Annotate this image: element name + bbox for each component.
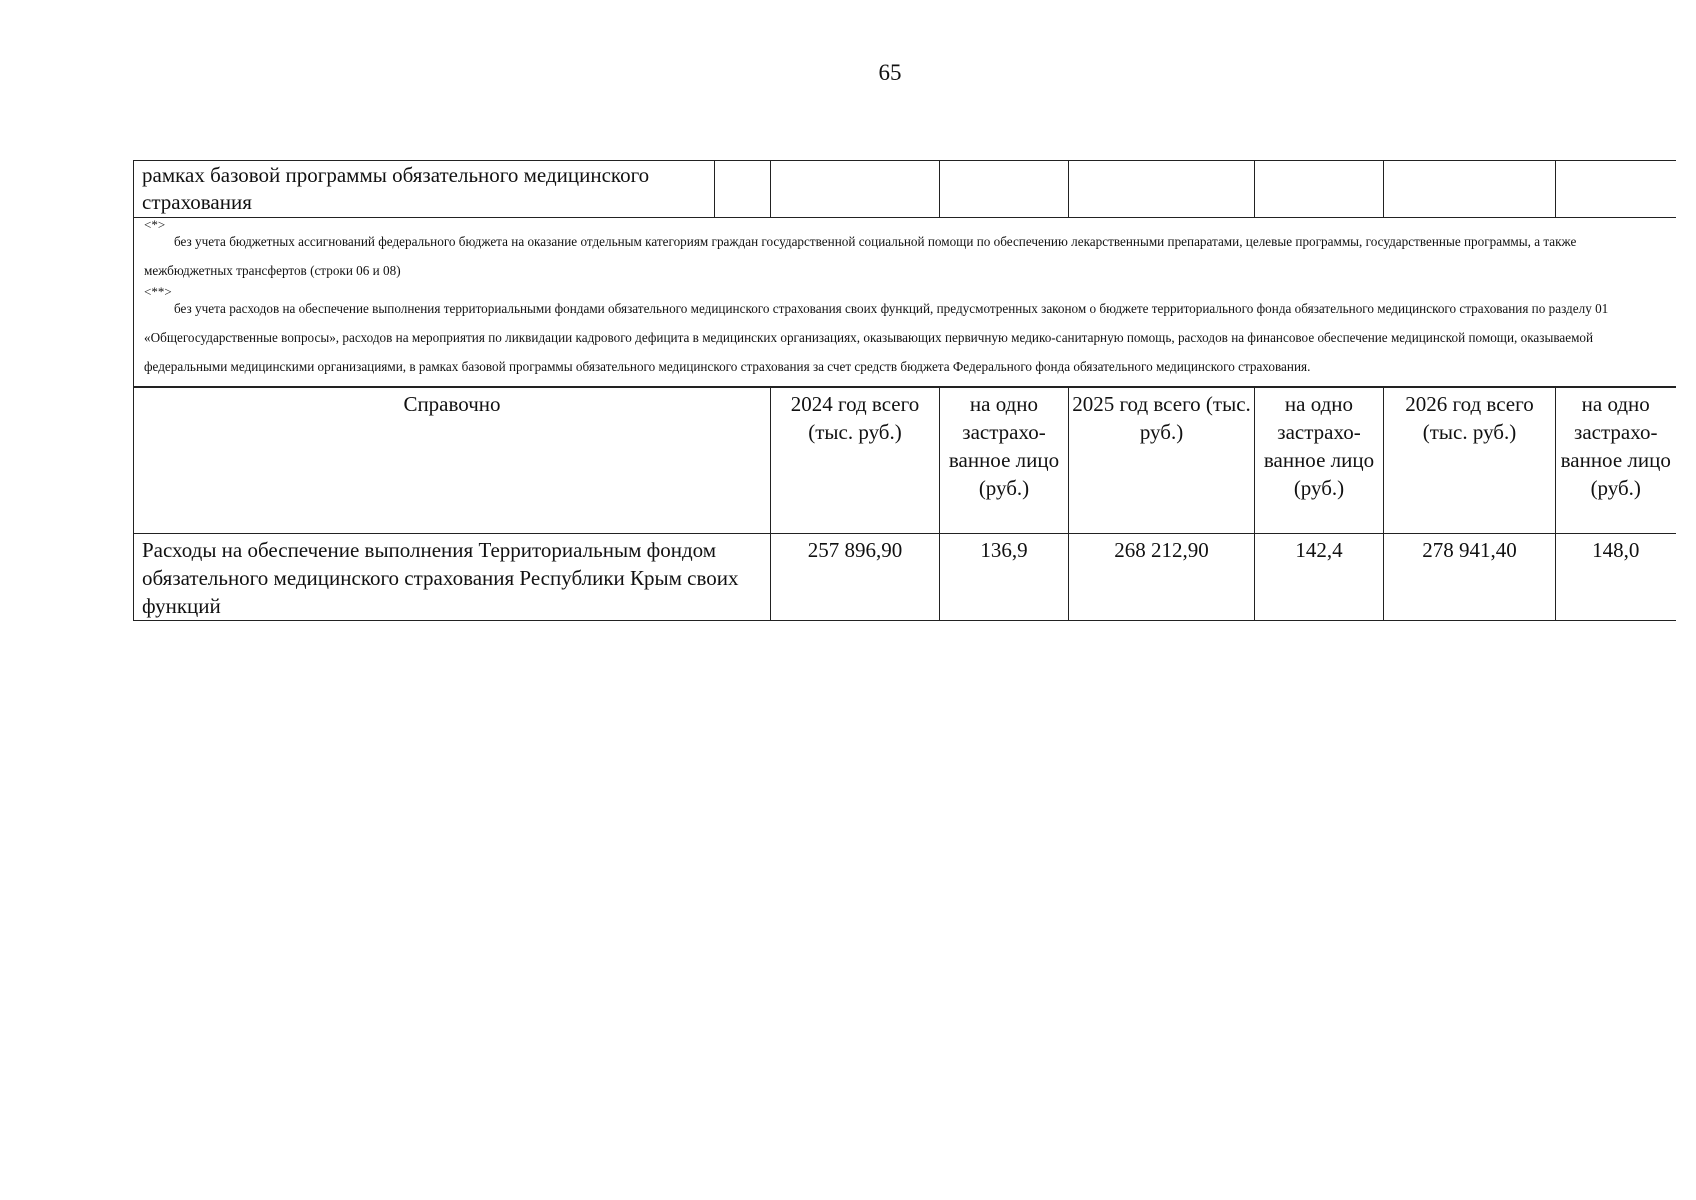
continuation-row-cell	[771, 161, 940, 218]
continuation-row-cell	[1384, 161, 1556, 218]
footnotes	[134, 218, 1676, 387]
value-cell: 268 212,90	[1069, 534, 1255, 621]
page-number: 65	[878, 60, 902, 85]
value-cell: 278 941,40	[1384, 534, 1556, 621]
footnote-mark: <**>	[144, 284, 172, 299]
header-cell: на одно застрахо-ванное лицо (руб.)	[1556, 388, 1676, 534]
footnote-text: без учета бюджетных ассигнований федерального бюджета на оказание отдельным категориям граждан государственной социальной помощи по обеспечению лекарственными препаратами, целевые программы, государственные программы, а также межбюджетных трансфертов (строки 06 и 08)	[144, 234, 1577, 278]
header-cell: на одно застрахо-ванное лицо (руб.)	[1255, 388, 1384, 534]
value-cell: 142,4	[1255, 534, 1384, 621]
continuation-row-cell	[1069, 161, 1255, 218]
footnote-text: без учета расходов на обеспечение выполнения территориальными фондами обязательного медицинского страхования своих функций, предусмотренных законом о бюджете территориального фонда обязательного медицинского страхования по разделу 01 «Общегосударственные вопросы», расходов на мероприятия по ликвидации кадрового дефицита в медицинских организациях, оказывающих первичную медико-санитарную помощь, расходов на финансовое обеспечение медицинской помощи, оказываемой федеральными медицинскими организациями, в рамках базовой программы обязательного медицинского страхования за счет средств бюджета Федерального фонда обязательного медицинского страхования.	[144, 301, 1609, 374]
reference-table-header-row	[134, 388, 1676, 534]
row-label: Расходы на обеспечение выполнения Территориальным фондом обязательного медицинского страхования Республики Крым своих функций	[134, 534, 771, 621]
continuation-row-label: рамках базовой программы обязательного медицинского страхования	[142, 163, 650, 214]
reference-table	[133, 387, 1676, 621]
continuation-row-label-cell	[134, 161, 715, 218]
value-cell: 257 896,90	[771, 534, 940, 621]
header-cell: на одно застрахо-ванное лицо (руб.)	[940, 388, 1069, 534]
header-cell: 2024 год всего (тыс. руб.)	[771, 388, 940, 534]
continuation-row-cell	[715, 161, 771, 218]
continuation-row-cell	[940, 161, 1069, 218]
continuation-row	[134, 161, 1676, 218]
header-cell: 2025 год всего (тыс. руб.)	[1069, 388, 1255, 534]
table-row	[134, 534, 1676, 621]
header-cell: 2026 год всего (тыс. руб.)	[1384, 388, 1556, 534]
notes-row	[134, 218, 1676, 387]
value-cell: 136,9	[940, 534, 1069, 621]
main-table-wrapper	[133, 160, 1675, 621]
continuation-row-cell	[1255, 161, 1384, 218]
continuation-table	[133, 160, 1676, 387]
continuation-row-cell	[1556, 161, 1676, 218]
footnote-mark: <*>	[144, 217, 166, 232]
header-cell: Справочно	[134, 388, 771, 534]
value-cell: 148,0	[1556, 534, 1676, 621]
